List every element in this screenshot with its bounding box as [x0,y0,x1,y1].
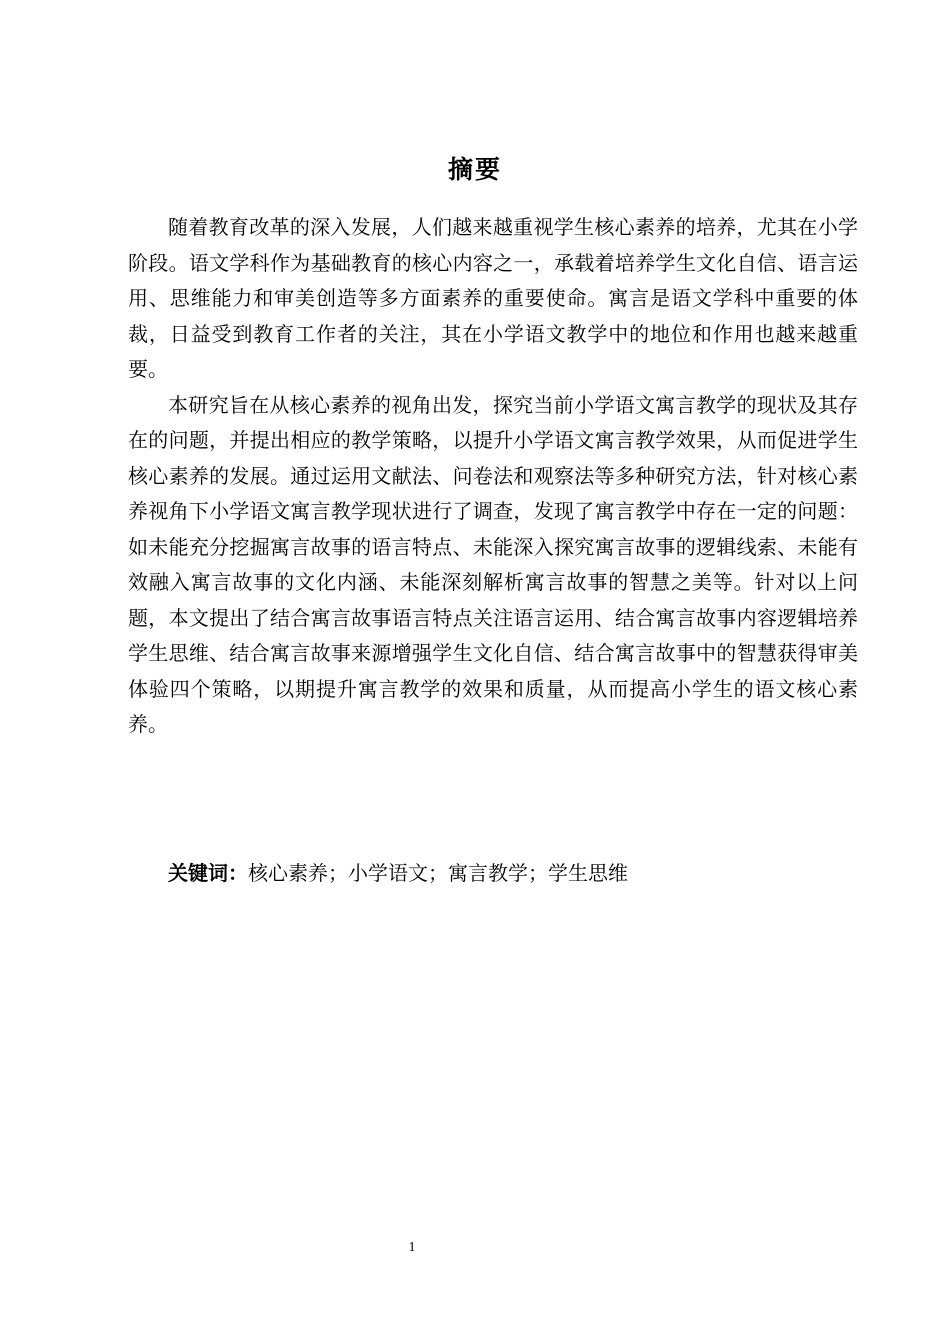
keywords-text: 核心素养；小学语文；寓言教学；学生思维 [248,861,628,885]
abstract-body [128,210,858,743]
page-title: 摘要 [447,155,502,184]
keywords-line [168,856,858,891]
page-number: 1 [408,1240,416,1255]
abstract-paragraph-1: 随着教育改革的深入发展，人们越来越重视学生核心素养的培养，尤其在小学阶段。语文学科作为基础教育的核心内容之一，承载着培养学生文化自信、语言运用、思维能力和审美创造等多方面素养的重要使命。寓言是语文学科中重要的体裁，日益受到教育工作者的关注，其在小学语文教学中的地位和作用也越来越重要。 [128,215,858,381]
abstract-paragraph-2: 本研究旨在从核心素养的视角出发，探究当前小学语文寓言教学的现状及其存在的问题，并提出相应的教学策略，以提升小学语文寓言教学效果，从而促进学生核心素养的发展。通过运用文献法、问卷法和观察法等多种研究方法，针对核心素养视角下小学语文寓言教学现状进行了调查，发现了寓言教学中存在一定的问题：如未能充分挖掘寓言故事的语言特点、未能深入探究寓言故事的逻辑线索、未能有效融入寓言故事的文化内涵、未能深刻解析寓言故事的智慧之美等。针对以上问题，本文提出了结合寓言故事语言特点关注语言运用、结合寓言故事内容逻辑培养学生思维、结合寓言故事来源增强学生文化自信、结合寓言故事中的智慧获得审美体验四个策略，以期提升寓言教学的效果和质量，从而提高小学生的语文核心素养。 [128,392,858,736]
keywords-label: 关键词： [168,861,248,885]
